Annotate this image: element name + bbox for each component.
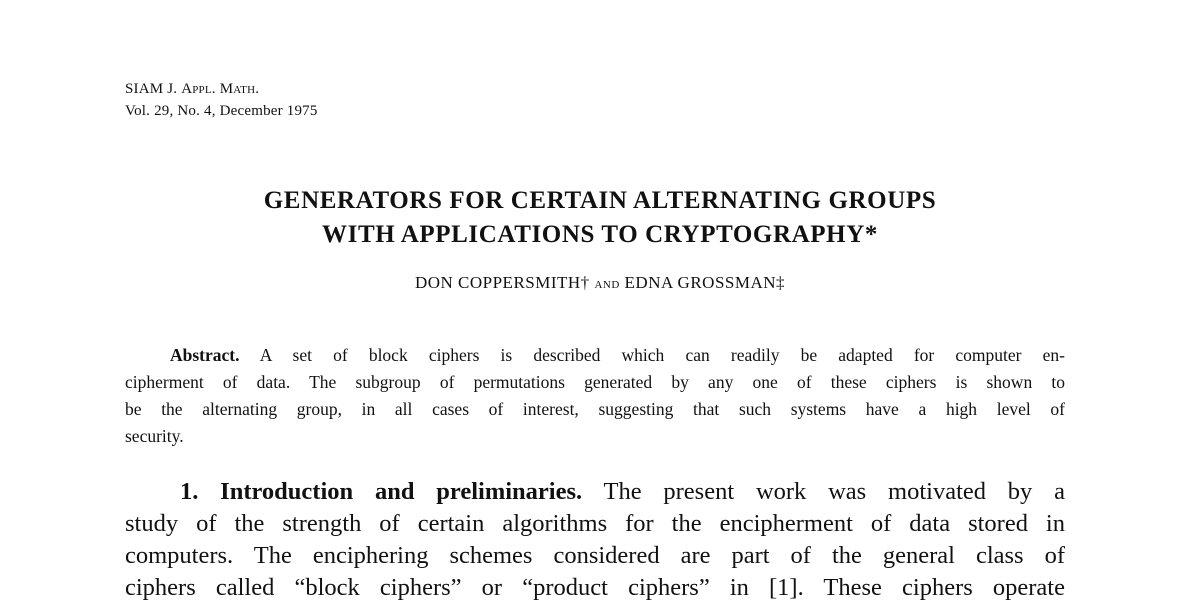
intro-text-1: The present work was motivated by a [603, 478, 1065, 505]
intro-line-3: computers. The enciphering schemes considered are part of the general class of [125, 542, 1065, 569]
section-introduction [125, 476, 1065, 604]
intro-line-1 [125, 476, 1065, 508]
abstract-line-4: security. [125, 426, 184, 446]
journal-volume: Vol. 29, No. 4, December 1975 [125, 103, 318, 119]
journal-name-prefix: SIAM J. [125, 81, 178, 97]
journal-name-smallcaps: Appl. Math. [181, 81, 260, 97]
journal-header [125, 78, 318, 122]
abstract-line-2: cipherment of data. The subgroup of permutations generated by any one of these ciphers is shown to [125, 372, 1065, 392]
journal-name [125, 78, 318, 100]
abstract [125, 342, 1065, 450]
abstract-text-1: A set of block ciphers is described which can readily be adapted for computer en- [259, 345, 1065, 365]
abstract-line-1 [125, 342, 1065, 369]
paper-title-line-2: WITH APPLICATIONS TO CRYPTOGRAPHY* [322, 221, 878, 248]
author-coppersmith: DON COPPERSMITH† [414, 273, 590, 292]
author-conjunction: and [594, 276, 620, 292]
intro-line-4: ciphers called “block ciphers” or “product ciphers” in [1]. These ciphers operate [125, 574, 1065, 601]
section-heading: 1. Introduction and preliminaries. [180, 478, 583, 505]
abstract-line-3: be the alternating group, in all cases of interest, suggesting that such systems have a high level of [125, 399, 1065, 419]
abstract-heading: Abstract. [170, 345, 240, 365]
author-grossman: EDNA GROSSMAN‡ [624, 273, 786, 292]
paper-title-line-1: GENERATORS FOR CERTAIN ALTERNATING GROUPS [263, 187, 937, 214]
intro-line-2: study of the strength of certain algorithms for the encipherment of data stored in [125, 510, 1065, 537]
author-list [0, 273, 1200, 293]
